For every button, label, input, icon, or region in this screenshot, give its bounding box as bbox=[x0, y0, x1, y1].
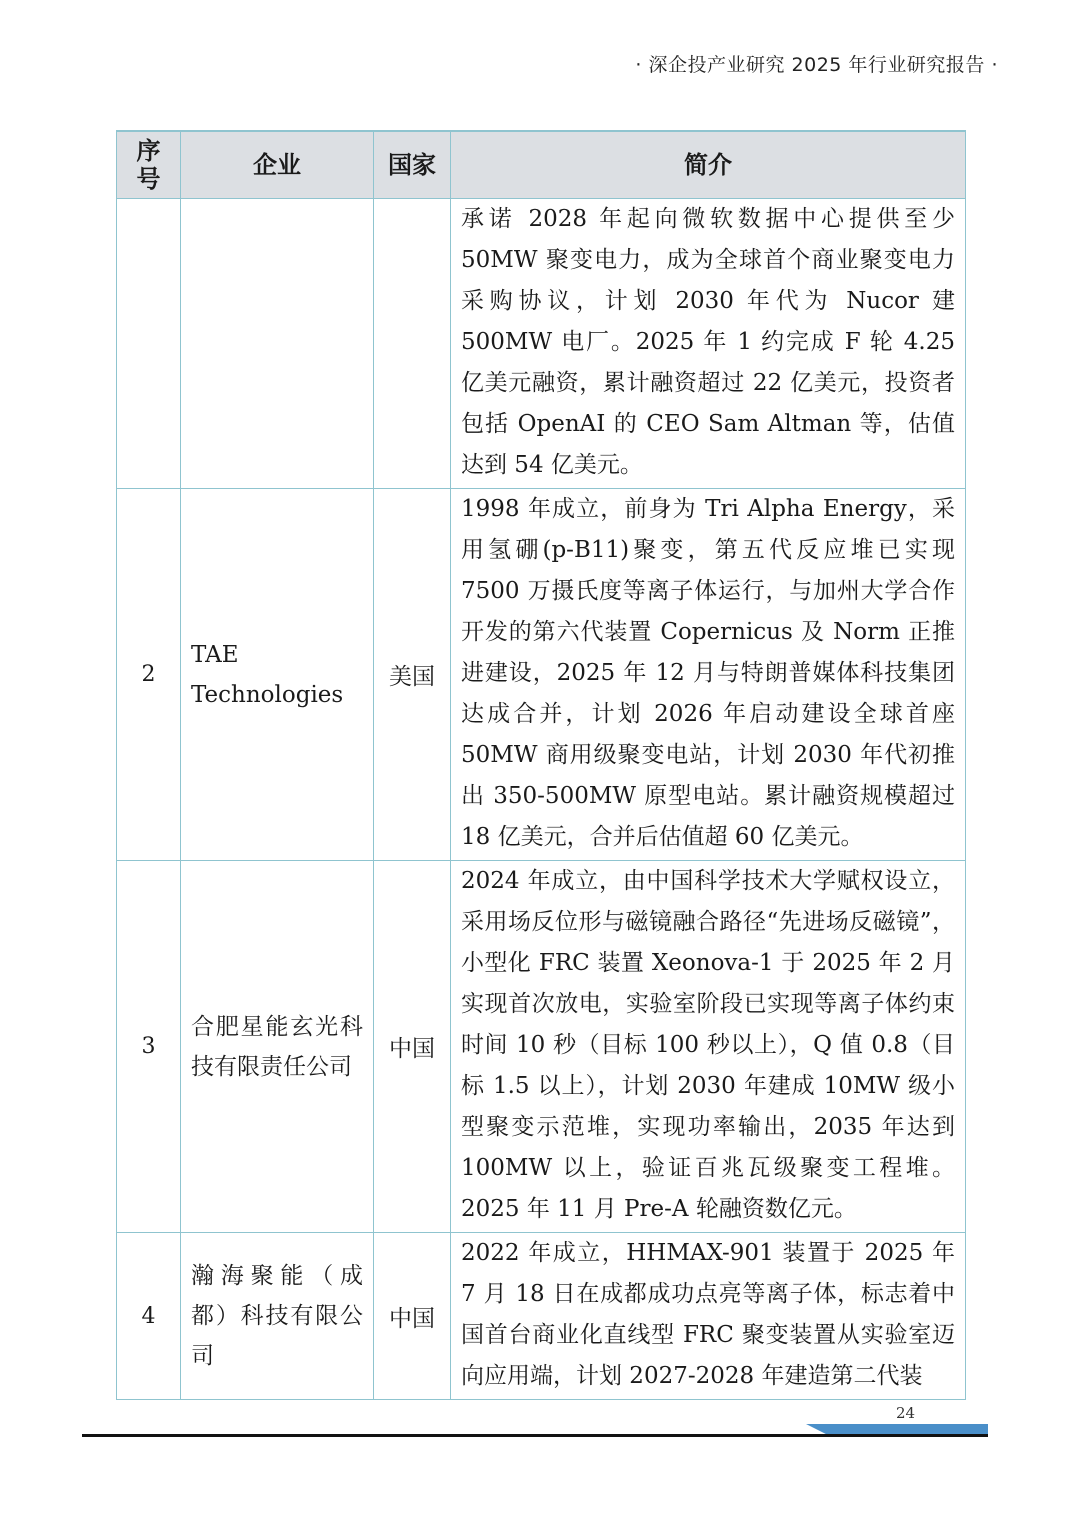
column-header-country: 国家 bbox=[374, 131, 451, 199]
row-country bbox=[374, 199, 451, 489]
table-row bbox=[117, 861, 966, 1233]
table-header-row bbox=[117, 131, 966, 199]
column-header-intro: 简介 bbox=[451, 131, 966, 199]
column-header-seq-line2: 号 bbox=[136, 165, 161, 193]
row-company: TAE Technologies bbox=[181, 489, 374, 861]
footer-rule bbox=[82, 1434, 988, 1437]
row-index: 3 bbox=[117, 861, 181, 1233]
table-row bbox=[117, 199, 966, 489]
row-company bbox=[181, 199, 374, 489]
row-company: 合肥星能玄光科技有限责任公司 bbox=[181, 861, 374, 1233]
table-row bbox=[117, 1233, 966, 1400]
row-index bbox=[117, 199, 181, 489]
column-header-seq-line1: 序 bbox=[136, 137, 161, 165]
column-header-seq bbox=[117, 131, 181, 199]
row-intro: 2022 年成立，HHMAX-901 装置于 2025 年 7 月 18 日在成都成功点亮等离子体，标志着中国首台商业化直线型 FRC 聚变装置从实验室迈向应用端，计划 2027-2028 年建造第二代装 bbox=[451, 1233, 966, 1400]
row-intro: 1998 年成立，前身为 Tri Alpha Energy，采用氢硼(p-B11)聚变，第五代反应堆已实现 7500 万摄氏度等离子体运行，与加州大学合作开发的第六代装置 Copernicus 及 Norm 正推进建设，2025 年 12 月与特朗普媒体科技集团达成合并，计划 2026 年启动建设全球首座 50MW 商用级聚变电站，计划 2030 年代初推出 350-500MW 原型电站。累计融资规模超过 18 亿美元，合并后估值超 60 亿美元。 bbox=[451, 489, 966, 861]
row-intro: 2024 年成立，由中国科学技术大学赋权设立，采用场反位形与磁镜融合路径“先进场反磁镜”，小型化 FRC 装置 Xeonova-1 于 2025 年 2 月实现首次放电，实验室阶段已实现等离子体约束时间 10 秒（目标 100 秒以上），Q 值 0.8（目标 1.5 以上），计划 2030 年建成 10MW 级小型聚变示范堆，实现功率输出，2035 年达到 100MW 以上，验证百兆瓦级聚变工程堆。2025 年 11 月 Pre-A 轮融资数亿元。 bbox=[451, 861, 966, 1233]
row-company: 瀚海聚能（成都）科技有限公司 bbox=[181, 1233, 374, 1400]
running-header: · 深企投产业研究 2025 年行业研究报告 · bbox=[635, 54, 998, 76]
row-index: 2 bbox=[117, 489, 181, 861]
row-country: 中国 bbox=[374, 861, 451, 1233]
row-intro: 承诺 2028 年起向微软数据中心提供至少 50MW 聚变电力，成为全球首个商业聚变电力采购协议，计划 2030 年代为 Nucor 建 500MW 电厂。2025 年 1 约完成 F 轮 4.25 亿美元融资，累计融资超过 22 亿美元，投资者包括 OpenAI 的 CEO Sam Altman 等，估值达到 54 亿美元。 bbox=[451, 199, 966, 489]
company-table bbox=[116, 130, 966, 1400]
row-country: 中国 bbox=[374, 1233, 451, 1400]
page-number: 24 bbox=[896, 1404, 916, 1422]
table-row bbox=[117, 489, 966, 861]
column-header-company: 企业 bbox=[181, 131, 374, 199]
row-index: 4 bbox=[117, 1233, 181, 1400]
row-country: 美国 bbox=[374, 489, 451, 861]
